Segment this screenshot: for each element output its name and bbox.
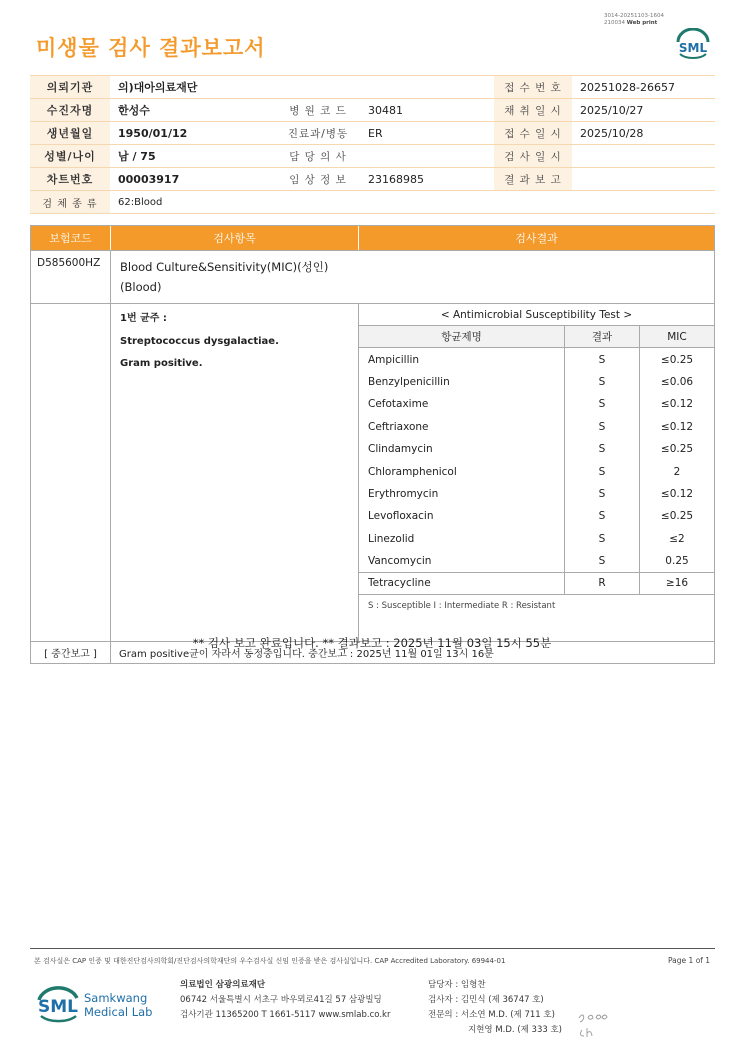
- ast-result: S: [565, 550, 640, 572]
- print-code-id: 210034: [604, 20, 625, 26]
- org-contact: 검사기관 11365200 T 1661-5117 www.smlab.co.kr: [180, 1010, 391, 1020]
- requester-label: 의뢰기관: [30, 76, 110, 99]
- org-name: 의료법인 삼광의료재단: [180, 980, 266, 990]
- ast-row: [359, 438, 714, 460]
- organism-name: Streptococcus dysgalactiae.: [120, 335, 279, 347]
- receipt-date-value: 2025/10/28: [572, 122, 715, 145]
- print-code: [604, 13, 684, 27]
- ast-result: S: [565, 371, 640, 393]
- ast-mic: ≤0.12: [660, 487, 694, 500]
- ast-row: [359, 393, 714, 415]
- ast-result: S: [565, 528, 640, 550]
- test-date-value: [572, 145, 715, 168]
- birth-label: 생년월일: [30, 122, 110, 145]
- organism-label: 1번 균주 :: [120, 313, 167, 324]
- ast-row: [359, 371, 714, 393]
- doctor-label: 담 당 의 사: [276, 145, 360, 168]
- ast-mic: ≥16: [665, 577, 689, 590]
- result-table: [30, 225, 715, 664]
- clinical-label: 임 상 정 보: [276, 168, 360, 191]
- sex-age-value: 남 / 75: [110, 145, 276, 168]
- receipt-no-value: 20251028-26657: [572, 76, 715, 99]
- report-value: [572, 168, 715, 191]
- ast-result: S: [565, 505, 640, 527]
- organism-block: [111, 304, 359, 641]
- birth-value: 1950/01/12: [110, 122, 276, 145]
- ast-mic: 2: [673, 465, 681, 478]
- header-result: 검사결과: [515, 232, 558, 245]
- interim-text: Gram positive균이 자라서 동정중입니다. 중간보고 : 2025년 11월 01일 13시 16분: [119, 649, 494, 660]
- ast-mic: ≤0.12: [660, 398, 694, 411]
- hospital-code-value: 30481: [360, 99, 494, 122]
- accreditation-note: 본 검사실은 CAP 인증 및 대한진단검사의학회/진단검사의학재단의 우수검사실 신임 인증을 받은 검사실입니다. CAP Accredited Laboratory. 69944-01: [34, 957, 506, 965]
- receipt-date-label: 접 수 일 시: [494, 122, 572, 145]
- ast-legend: S : Susceptible I : Intermediate R : Resistant: [368, 600, 556, 611]
- specimen-label: 검 체 종 류: [30, 191, 110, 214]
- staff-manager: 담당자 : 임형찬: [428, 980, 486, 990]
- ast-result: S: [565, 438, 640, 460]
- test-row: [31, 250, 714, 303]
- report-label: 결 과 보 고: [494, 168, 572, 191]
- ast-mic: ≤0.25: [660, 353, 694, 366]
- test-name: [111, 251, 337, 303]
- ast-rows: [359, 348, 714, 594]
- ast-section: [31, 303, 714, 641]
- page-number: Page 1 of 1: [668, 956, 711, 965]
- ast-result: R: [565, 573, 640, 593]
- ast-row: [359, 348, 714, 370]
- requester-value: 의)대아의료재단: [110, 76, 494, 99]
- ast-row: [359, 550, 714, 572]
- interim-label: [ 중간보고 ]: [31, 642, 111, 663]
- org-address: 06742 서울특별시 서초구 바우뫼로41길 57 삼광빌딩: [180, 995, 382, 1005]
- ast-drug: Linezolid: [359, 528, 565, 550]
- ast-result: S: [565, 393, 640, 415]
- ast-table: [359, 304, 714, 641]
- ast-row: [359, 416, 714, 438]
- header-item: 검사항목: [111, 226, 359, 250]
- ast-result: S: [565, 416, 640, 438]
- ast-drug: Ceftriaxone: [359, 416, 565, 438]
- ast-mic: 0.25: [665, 555, 689, 568]
- ast-row: [359, 505, 714, 527]
- report-title: 미생물 검사 결과보고서: [36, 36, 266, 60]
- insurance-code: D585600HZ: [31, 251, 111, 303]
- sml-logo-text: SML: [678, 41, 708, 55]
- ast-row: [359, 572, 714, 594]
- ast-drug: Vancomycin: [359, 550, 565, 572]
- ast-result: S: [565, 460, 640, 482]
- ast-mic: ≤2: [669, 532, 685, 545]
- specimen-value: 62:Blood: [110, 191, 715, 214]
- ast-drug: Ampicillin: [359, 348, 565, 370]
- brand-line2: Medical Lab: [84, 1005, 153, 1019]
- clinical-value: 23168985: [360, 168, 494, 191]
- ast-drug: Erythromycin: [359, 483, 565, 505]
- staff-specialist-2: 지현영 M.D. (제 333 호): [468, 1025, 563, 1035]
- header-code: 보험코드: [31, 226, 111, 250]
- collect-date-label: 채 취 일 시: [494, 99, 572, 122]
- test-name-line2: (Blood): [120, 280, 162, 294]
- signature: [576, 1008, 610, 1040]
- ast-result: S: [565, 348, 640, 370]
- receipt-no-label: 접 수 번 호: [494, 76, 572, 99]
- gram-stain: Gram positive.: [120, 358, 203, 369]
- sml-logo: [674, 28, 712, 60]
- ast-head-row: [359, 326, 714, 348]
- ast-mic: ≤0.12: [660, 420, 694, 433]
- ast-head-mic: MIC: [667, 330, 687, 343]
- ast-drug: Tetracycline: [359, 573, 565, 593]
- ast-row: [359, 528, 714, 550]
- ast-row: [359, 483, 714, 505]
- doctor-value: [360, 145, 494, 168]
- patient-label: 수진자명: [30, 99, 110, 122]
- report-complete-text: ** 검사 보고 완료입니다. ** 결과보고 : 2025년 11월 03일 15시 55분: [192, 636, 552, 650]
- ast-drug: Chloramphenicol: [359, 460, 565, 482]
- samkwang-logo-mark: SML: [38, 997, 78, 1017]
- footer-divider: [30, 948, 715, 949]
- ast-mic: ≤0.25: [660, 510, 694, 523]
- print-code-line1: 3014-20251103-1604: [604, 13, 664, 19]
- result-header: [31, 226, 714, 250]
- brand-line1: Samkwang: [84, 991, 148, 1005]
- ast-drug: Benzylpenicillin: [359, 371, 565, 393]
- ast-head-drug: 항균제명: [359, 326, 565, 347]
- staff-tester: 검사자 : 김민식 (제 36747 호): [428, 995, 544, 1005]
- sex-age-label: 성별/나이: [30, 145, 110, 168]
- hospital-code-label: 병 원 코 드: [276, 99, 360, 122]
- patient-info-table: [30, 75, 715, 214]
- ast-drug: Clindamycin: [359, 438, 565, 460]
- patient-value: 한성수: [110, 99, 276, 122]
- ast-head-result: 결과: [565, 326, 640, 347]
- samkwang-logo: [36, 980, 156, 1028]
- print-code-web: Web print: [626, 20, 658, 26]
- org-info: [180, 978, 390, 1023]
- test-name-line1: Blood Culture&Sensitivity(MIC)(성인): [120, 260, 329, 274]
- dept-value: ER: [360, 122, 494, 145]
- ast-result: S: [565, 483, 640, 505]
- test-date-label: 검 사 일 시: [494, 145, 572, 168]
- chart-label: 차트번호: [30, 168, 110, 191]
- ast-mic: ≤0.25: [660, 443, 694, 456]
- ast-title: < Antimicrobial Susceptibility Test >: [359, 304, 714, 326]
- staff-specialist-1: 전문의 : 서소연 M.D. (제 711 호): [428, 1010, 555, 1020]
- ast-mic: ≤0.06: [660, 375, 694, 388]
- ast-row: [359, 460, 714, 482]
- dept-label: 진료과/병동: [276, 122, 360, 145]
- ast-drug: Levofloxacin: [359, 505, 565, 527]
- chart-value: 00003917: [110, 168, 276, 191]
- ast-drug: Cefotaxime: [359, 393, 565, 415]
- staff-info: [428, 978, 562, 1038]
- collect-date-value: 2025/10/27: [572, 99, 715, 122]
